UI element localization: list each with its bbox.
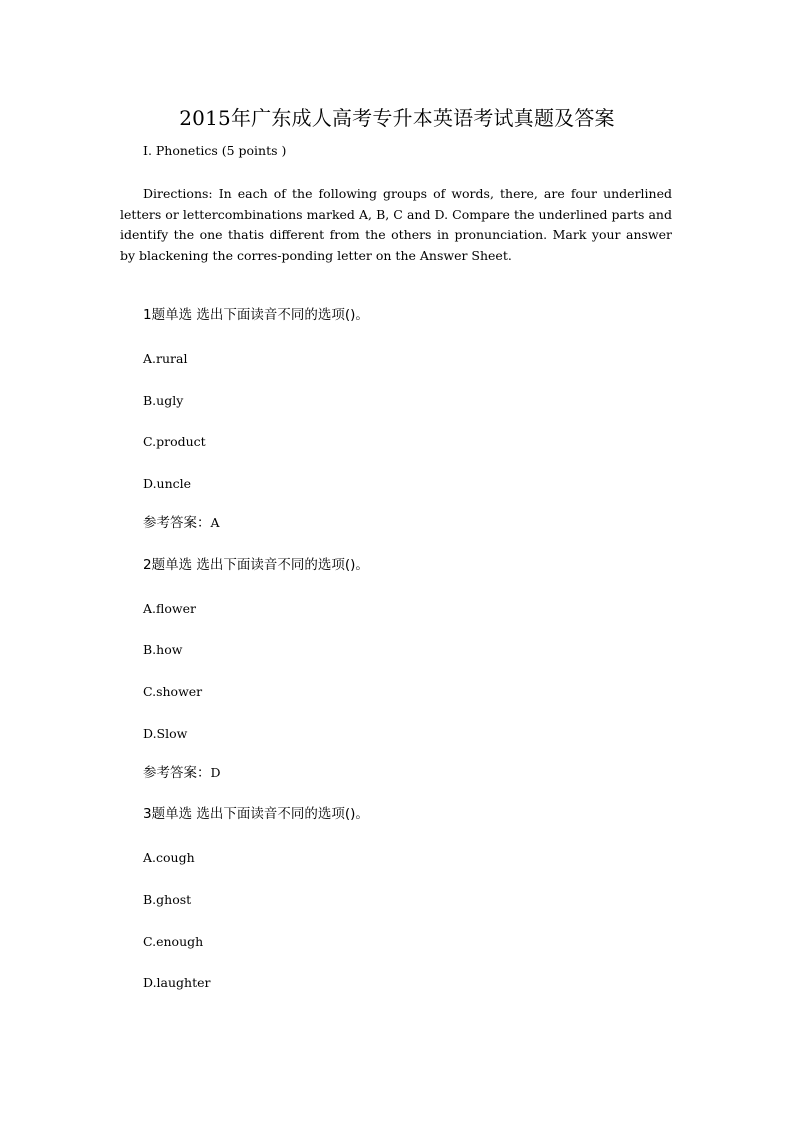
reference-answer [143, 765, 221, 781]
option-c: C.shower [143, 684, 203, 699]
answer-value: D [210, 765, 221, 780]
answer-value: A [210, 515, 220, 530]
option-a: A.flower [143, 601, 196, 616]
option-b: B.ghost [143, 892, 192, 907]
answer-label: 参考答案： [143, 515, 211, 531]
option-c: C.product [143, 434, 206, 449]
answer-label: 参考答案： [143, 765, 211, 781]
document-title: 2015年广东成人高考专升本英语考试真题及答案 [179, 106, 615, 130]
section-heading: I. Phonetics (5 points ) [143, 143, 287, 158]
question-stem: 3题单选 选出下面读音不同的选项()。 [143, 806, 369, 822]
question-stem: 1题单选 选出下面读音不同的选项()。 [143, 307, 369, 323]
reference-answer [143, 515, 220, 531]
directions-paragraph: Directions: In each of the following groups of words, there, are four underlined letters or lettercombinations marked A, B, C and D. Compare the underlined parts and identify the one thatis different from the others in pronunciation. Mark your answer by blackening the corres-ponding letter on the Answer Sheet. [120, 186, 672, 264]
question-stem: 2题单选 选出下面读音不同的选项()。 [143, 557, 369, 573]
option-b: B.ugly [143, 393, 184, 408]
option-a: A.rural [143, 351, 188, 366]
option-a: A.cough [143, 850, 195, 865]
option-d: D.laughter [143, 975, 211, 990]
option-b: B.how [143, 642, 183, 657]
option-d: D.Slow [143, 726, 188, 741]
option-c: C.enough [143, 934, 204, 949]
option-d: D.uncle [143, 476, 192, 491]
